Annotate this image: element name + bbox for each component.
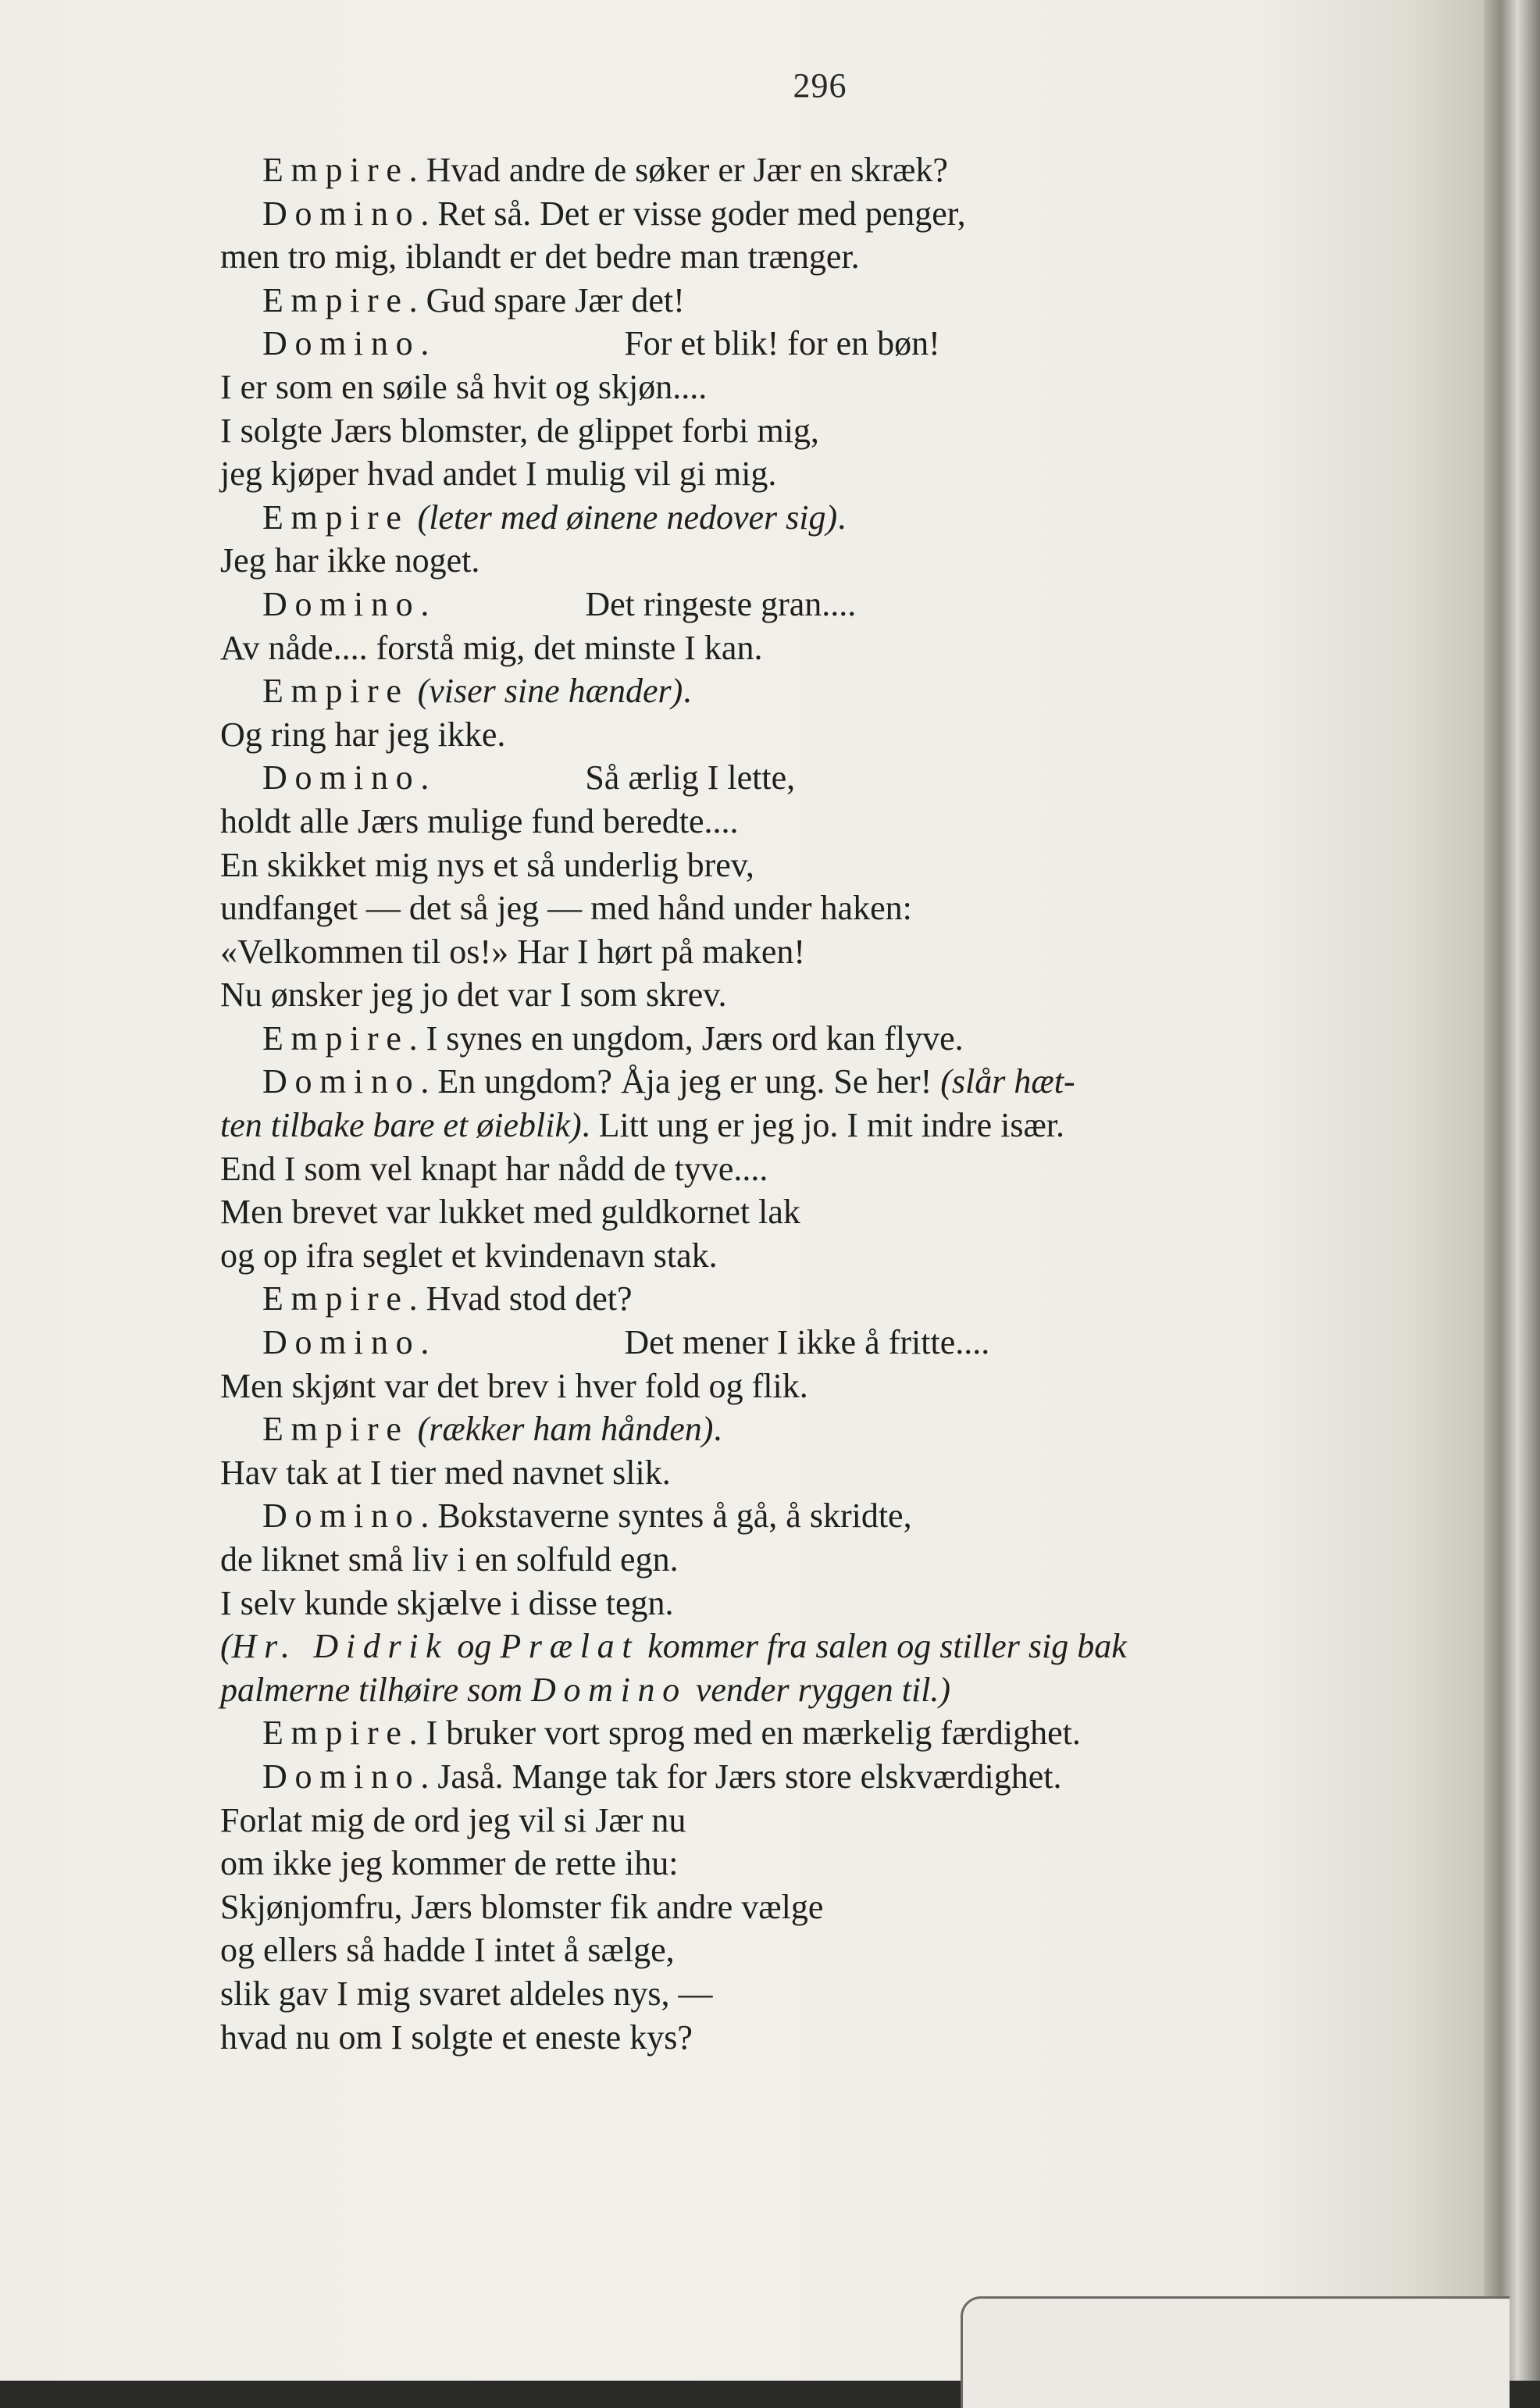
line-text: men tro mig, iblandt er det bedre man trænger.: [220, 237, 860, 276]
text-line: [220, 1972, 1438, 2016]
line-text: .: [713, 1410, 722, 1449]
stage-direction: ten tilbake bare et øieblik): [220, 1106, 582, 1145]
line-text: I er som en søile så hvit og skjøn....: [220, 367, 708, 406]
line-text: I solgte Jærs blomster, de glippet forbi mig,: [220, 411, 819, 450]
line-text: .: [420, 584, 430, 623]
stage-direction: (: [220, 1627, 232, 1666]
text-line: [220, 626, 1438, 670]
text-line: [220, 669, 1438, 713]
stage-direction: kommer fra salen og stiller sig bak: [639, 1627, 1127, 1666]
text-line: [220, 1494, 1438, 1538]
text-line: [220, 1104, 1438, 1147]
stage-direction: (rækker ham hånden): [417, 1410, 714, 1449]
text-line: [220, 800, 1438, 844]
stage-direction: vender ryggen til.): [686, 1670, 951, 1709]
speaker-name: Empire: [262, 1714, 409, 1753]
stage-direction: (slår hæt-: [940, 1062, 1075, 1101]
line-text: Det mener I ikke å fritte....: [624, 1323, 990, 1362]
line-text: . Hvad andre de søker er Jær en skræk?: [408, 151, 948, 189]
line-text: Av nåde.... forstå mig, det minste I kan.: [220, 628, 763, 667]
text-line: [220, 844, 1438, 887]
line-text: [409, 1410, 418, 1448]
line-text: . I bruker vort sprog med en mærkelig færdighet.: [408, 1714, 1081, 1753]
text-line: [220, 366, 1438, 409]
line-text: End I som vel knapt har nådd de tyve....: [220, 1149, 768, 1188]
speaker-name: Empire: [262, 672, 409, 711]
speaker-name: Domino: [262, 1062, 421, 1101]
speaker-name: Empire: [262, 1410, 409, 1449]
line-text: Jeg har ikke noget.: [220, 541, 480, 580]
line-text: I selv kunde skjælve i disse tegn.: [220, 1583, 674, 1622]
line-text: . Bokstaverne syntes å gå, å skridte,: [420, 1497, 912, 1536]
line-text: hvad nu om I solgte et eneste kys?: [220, 2017, 693, 2057]
text-line: [220, 192, 1438, 236]
text-line: [220, 539, 1438, 583]
line-text: En skikket mig nys et så underlig brev,: [220, 845, 754, 884]
line-text: jeg kjøper hvad andet I mulig vil gi mig.: [220, 455, 777, 494]
text-line: [220, 452, 1438, 496]
text-line: [220, 1842, 1438, 1885]
stage-direction: (leter med øinene nedover sig): [417, 498, 838, 537]
speaker-name: Empire: [262, 151, 409, 189]
line-text: .: [420, 1323, 430, 1362]
line-text: Men brevet var lukket med guldkornet lak: [220, 1193, 800, 1232]
line-text: [409, 498, 418, 537]
line-text: og ellers så hadde I intet å sælge,: [220, 1931, 675, 1970]
line-text: Det ringeste gran....: [585, 584, 857, 623]
line-text: . Litt ung er jeg jo. I mit indre især.: [581, 1106, 1065, 1145]
text-line: [220, 1755, 1438, 1799]
speaker-name: Domino: [262, 324, 421, 363]
text-line: [220, 1190, 1438, 1234]
stage-direction: palmerne tilhøire som: [220, 1670, 531, 1709]
line-text: For et blik! for en bøn!: [624, 324, 940, 363]
stage-direction: og: [448, 1627, 501, 1666]
text-line: [220, 930, 1438, 974]
text-line: [220, 1321, 1438, 1365]
line-text: . En ungdom? Åja jeg er ung. Se her!: [420, 1062, 941, 1101]
speaker-name: Domino: [262, 584, 421, 623]
text-line: [220, 1451, 1438, 1495]
line-text: . Jaså. Mange tak for Jærs store elskværdighet.: [420, 1757, 1062, 1796]
text-line: [220, 235, 1438, 279]
speaker-name: Domino: [262, 758, 421, 797]
page-edge: [1484, 0, 1540, 2381]
page-number: 296: [793, 66, 847, 105]
line-text: .: [420, 758, 430, 797]
text-line: [220, 1625, 1438, 1668]
text-line: [220, 1582, 1438, 1625]
text-line: [220, 1928, 1438, 1972]
text-line: [220, 409, 1438, 453]
speaker-name: Empire: [262, 1018, 409, 1058]
text-line: [220, 713, 1438, 757]
speaker-name: Prælat: [500, 1627, 640, 1666]
speaker-name: Empire: [262, 498, 409, 537]
text-line: [220, 1277, 1438, 1321]
speaker-name: Hr. Didrik: [231, 1627, 449, 1666]
line-text: holdt alle Jærs mulige fund beredte....: [220, 801, 739, 840]
stage-direction: (viser sine hænder): [417, 672, 683, 711]
line-text: de liknet små liv i en solfuld egn.: [220, 1540, 679, 1579]
text-line: [220, 1668, 1438, 1712]
dialogue-text: [220, 148, 1438, 2059]
text-line: [220, 1885, 1438, 1929]
speaker-name: Empire: [262, 1279, 409, 1318]
line-text: . Ret så. Det er visse goder med penger,: [420, 194, 966, 233]
line-text: Så ærlig I lette,: [585, 758, 796, 797]
line-text: .: [420, 324, 430, 363]
text-line: [220, 1234, 1438, 1278]
text-line: [220, 583, 1438, 626]
line-text: . Gud spare Jær det!: [408, 280, 685, 319]
text-line: [220, 148, 1438, 192]
line-text: .: [683, 672, 692, 711]
speaker-name: Domino: [262, 1497, 421, 1536]
text-line: [220, 1799, 1438, 1843]
line-text: . Hvad stod det?: [408, 1279, 633, 1318]
line-text: Hav tak at I tier med navnet slik.: [220, 1453, 671, 1492]
line-text: Skjønjomfru, Jærs blomster fik andre vælge: [220, 1887, 824, 1926]
line-text: «Velkommen til os!» Har I hørt på maken!: [220, 932, 806, 971]
text-line: [220, 887, 1438, 930]
line-text: Nu ønsker jeg jo det var I som skrev.: [220, 976, 727, 1015]
text-line: [220, 496, 1438, 540]
text-line: [220, 322, 1438, 366]
text-line: [220, 973, 1438, 1017]
speaker-name: Domino: [262, 194, 421, 233]
text-line: [220, 1365, 1438, 1408]
text-line: [220, 1407, 1438, 1451]
speaker-name: Empire: [262, 280, 409, 319]
line-text: om ikke jeg kommer de rette ihu:: [220, 1844, 679, 1883]
speaker-name: Domino: [531, 1670, 687, 1709]
speaker-name: Domino: [262, 1323, 421, 1362]
speaker-name: Domino: [262, 1757, 421, 1796]
line-text: Og ring har jeg ikke.: [220, 715, 506, 754]
text-line: [220, 1060, 1438, 1104]
text-line: [220, 756, 1438, 800]
line-text: [409, 672, 418, 710]
text-line: [220, 1711, 1438, 1755]
line-text: og op ifra seglet et kvindenavn stak.: [220, 1236, 718, 1275]
line-text: Men skjønt var det brev i hver fold og flik.: [220, 1366, 808, 1405]
text-line: [220, 1147, 1438, 1191]
text-line: [220, 279, 1438, 323]
line-text: Forlat mig de ord jeg vil si Jær nu: [220, 1800, 686, 1839]
text-line: [220, 1538, 1438, 1582]
line-text: undfanget — det så jeg — med hånd under haken:: [220, 889, 912, 928]
text-line: [220, 2016, 1438, 2060]
line-text: . I synes en ungdom, Jærs ord kan flyve.: [408, 1018, 964, 1058]
paper-tab: [961, 2296, 1510, 2408]
line-text: slik gav I mig svaret aldeles nys, —: [220, 1974, 713, 2013]
text-line: [220, 1017, 1438, 1061]
line-text: .: [837, 498, 847, 537]
